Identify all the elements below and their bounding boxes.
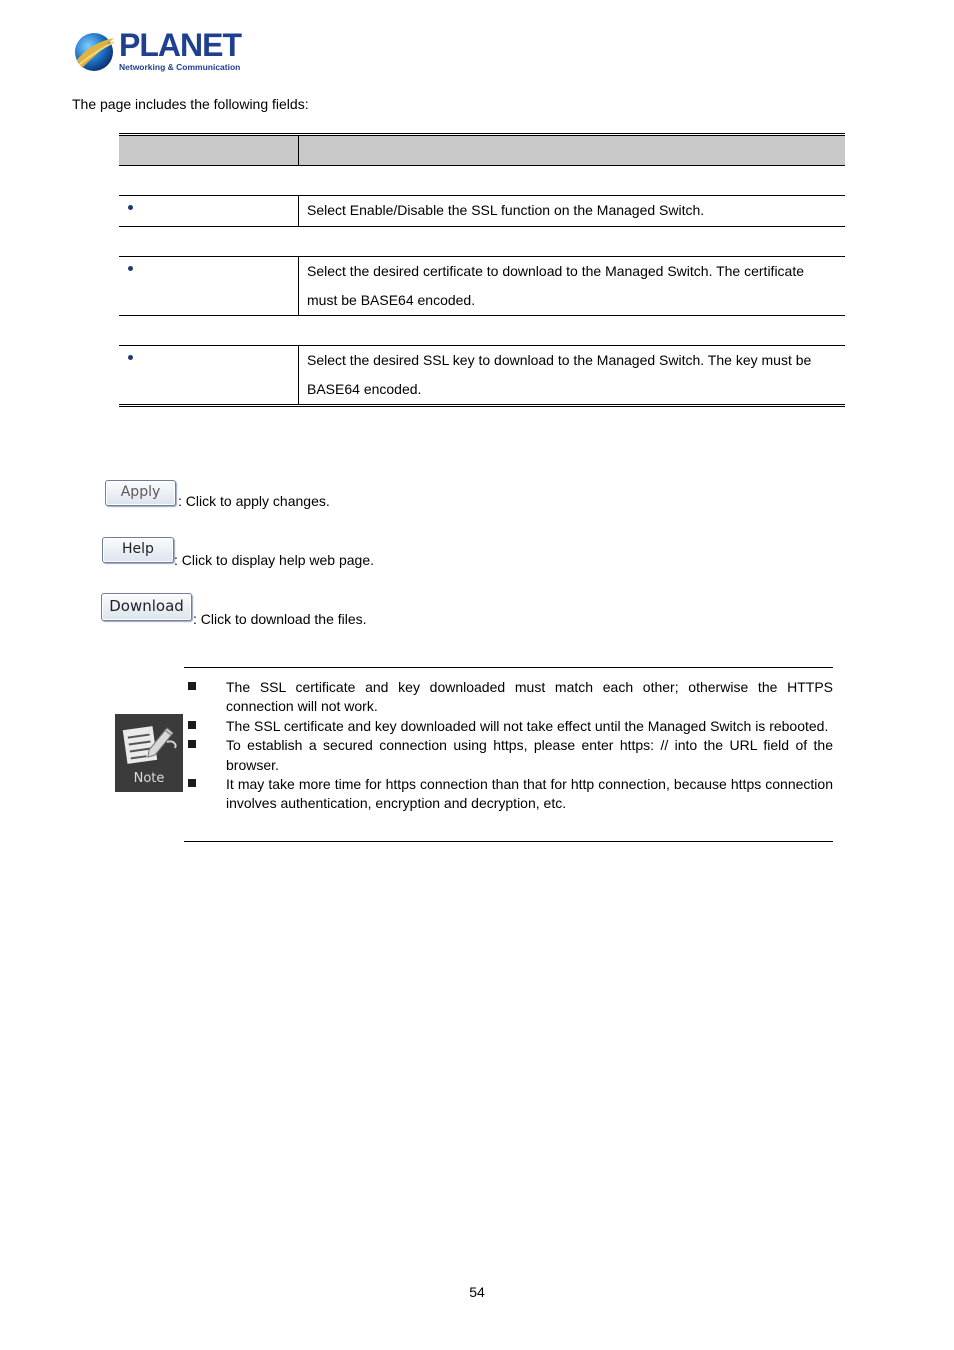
apply-description: : Click to apply changes. — [178, 493, 330, 509]
note-item — [184, 717, 833, 736]
note-item — [184, 736, 833, 775]
page-number: 54 — [469, 1284, 485, 1300]
apply-button[interactable]: Apply — [105, 480, 176, 506]
square-bullet-icon — [188, 740, 196, 748]
header-description-cell — [299, 135, 846, 166]
description-cell: Select Enable/Disable the SSL function on the Managed Switch. — [299, 196, 846, 227]
globe-icon — [72, 30, 116, 74]
square-bullet-icon — [188, 682, 196, 690]
note-icon — [115, 714, 183, 792]
note-item — [184, 678, 833, 717]
header-object-cell — [119, 135, 299, 166]
bullet-icon — [128, 355, 133, 360]
bullet-icon — [128, 205, 133, 210]
bullet-icon — [128, 266, 133, 271]
note-item-text: The SSL certificate and key downloaded will not take effect until the Managed Switch is rebooted. — [226, 717, 829, 734]
table-row — [119, 257, 845, 316]
note-box — [184, 667, 833, 842]
note-item-text: To establish a secured connection using https, please enter https: // into the URL field of the browser. — [226, 737, 833, 773]
square-bullet-icon — [188, 779, 196, 787]
object-cell — [119, 196, 299, 227]
brand-name: PLANET — [119, 27, 241, 63]
note-item — [184, 775, 833, 814]
square-bullet-icon — [188, 721, 196, 729]
section-row — [119, 316, 845, 346]
section-row — [119, 166, 845, 196]
brand-tagline: Networking & Communication — [119, 62, 241, 72]
help-button[interactable]: Help — [102, 537, 174, 563]
object-cell — [119, 346, 299, 406]
help-description: : Click to display help web page. — [174, 552, 374, 568]
note-list — [184, 678, 833, 814]
table-row — [119, 196, 845, 227]
download-description: : Click to download the files. — [193, 611, 367, 627]
table-header-row — [119, 135, 845, 166]
intro-text: The page includes the following fields: — [72, 96, 309, 112]
planet-logo — [72, 27, 241, 74]
download-button[interactable]: Download — [101, 593, 192, 621]
fields-table — [119, 133, 845, 407]
note-item-text: The SSL certificate and key downloaded must match each other; otherwise the HTTPS connection will not work. — [226, 679, 833, 715]
description-cell: Select the desired certificate to download to the Managed Switch. The certificate must be BASE64 encoded. — [299, 257, 846, 316]
note-label: Note — [133, 771, 165, 786]
object-cell — [119, 257, 299, 316]
notepad-pencil-icon — [115, 714, 183, 770]
note-item-text: It may take more time for https connection than that for http connection, because https connection involves authentication, encryption and decryption, etc. — [226, 776, 833, 812]
section-row — [119, 227, 845, 257]
description-cell: Select the desired SSL key to download to the Managed Switch. The key must be BASE64 encoded. — [299, 346, 846, 406]
table-row — [119, 346, 845, 406]
